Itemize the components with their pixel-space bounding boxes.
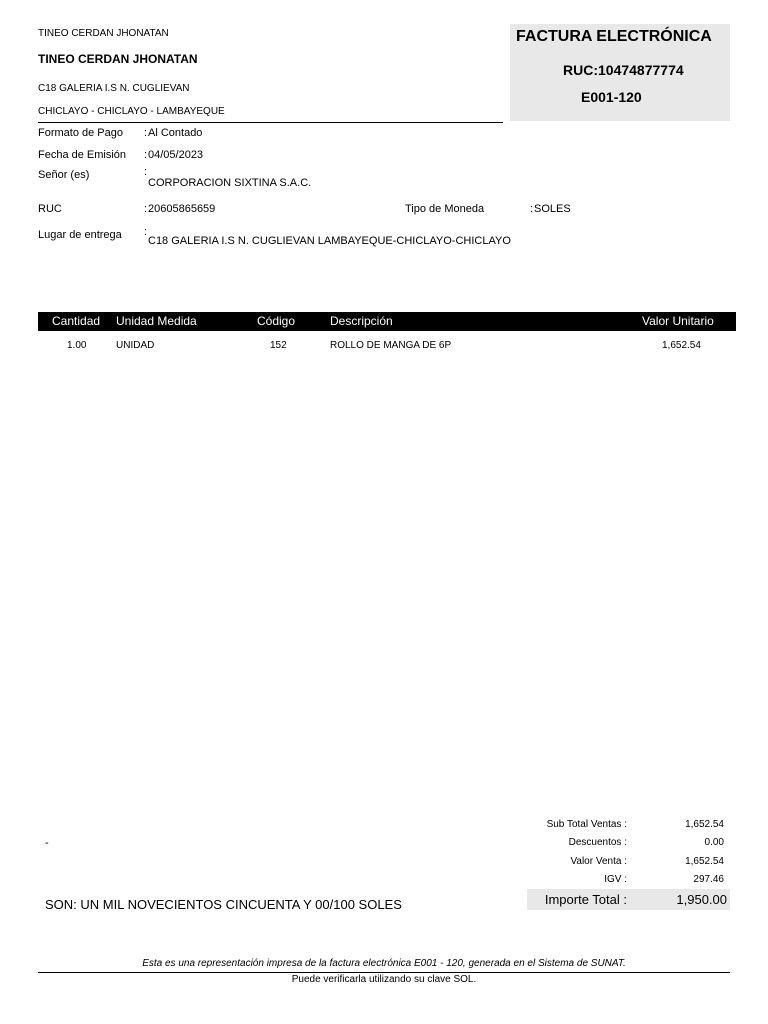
date-sep: : — [144, 149, 148, 161]
cell-code: 152 — [270, 340, 287, 351]
header-unit: Unidad Medida — [116, 314, 197, 328]
header-quantity: Cantidad — [52, 314, 101, 328]
payment-label: Formato de Pago — [38, 127, 123, 139]
delivery-label: Lugar de entrega — [38, 229, 122, 241]
footer-note: Esta es una representación impresa de la factura electrónica E001 - 120, generada en el Sistema de SUNAT. — [142, 958, 626, 969]
customer-sep: : — [144, 166, 148, 178]
currency-label: Tipo de Moneda — [405, 203, 485, 215]
ruc-sep: : — [144, 203, 148, 215]
invoice-ruc: RUC:10474877774 — [563, 62, 684, 78]
emitter-name-small: TINEO CERDAN JHONATAN — [38, 28, 169, 39]
subtotal-label: Sub Total Ventas : — [546, 819, 627, 830]
date-label: Fecha de Emisión — [38, 149, 127, 161]
emitter-location: CHICLAYO - CHICLAYO - LAMBAYEQUE — [38, 106, 225, 117]
date-value: 04/05/2023 — [148, 149, 204, 161]
customer-value: CORPORACION SIXTINA S.A.C. — [148, 177, 312, 189]
header-description: Descripción — [330, 314, 393, 328]
currency-sep: : — [530, 203, 534, 215]
header-divider — [38, 122, 503, 123]
footer-divider — [38, 972, 730, 973]
payment-value: Al Contado — [148, 127, 203, 139]
amount-in-words: SON: UN MIL NOVECIENTOS CINCUENTA Y 00/100 SOLES — [45, 897, 402, 912]
discount-label: Descuentos : — [568, 837, 627, 848]
total-label: Importe Total : — [544, 892, 627, 907]
sale-label: Valor Venta : — [570, 856, 627, 867]
invoice-title: FACTURA ELECTRÓNICA — [516, 28, 712, 45]
payment-sep: : — [144, 127, 148, 139]
igv-value: 297.46 — [693, 874, 724, 885]
ruc-label: RUC — [38, 203, 62, 215]
igv-label: IGV : — [604, 874, 627, 885]
subtotal-value: 1,652.54 — [685, 819, 724, 830]
emitter-address: C18 GALERIA I.S N. CUGLIEVAN — [38, 83, 190, 94]
ruc-value: 20605865659 — [148, 203, 216, 215]
delivery-sep: : — [144, 226, 148, 238]
cell-quantity: 1.00 — [67, 340, 87, 351]
cell-unit-value: 1,652.54 — [662, 340, 701, 351]
footer-verify: Puede verificarla utilizando su clave SOL. — [291, 974, 477, 985]
currency-value: SOLES — [534, 203, 571, 215]
sale-value: 1,652.54 — [685, 856, 724, 867]
notes-dash: - — [45, 837, 49, 849]
header-unit-value: Valor Unitario — [642, 314, 714, 328]
delivery-value: C18 GALERIA I.S N. CUGLIEVAN LAMBAYEQUE-CHICLAYO-CHICLAYO — [148, 235, 511, 247]
invoice-number: E001-120 — [581, 89, 642, 105]
cell-unit: UNIDAD — [116, 340, 155, 351]
header-code: Código — [257, 314, 296, 328]
customer-label: Señor (es) — [38, 169, 90, 181]
total-value: 1,950.00 — [676, 892, 727, 907]
cell-description: ROLLO DE MANGA DE 6P — [330, 340, 452, 351]
emitter-name: TINEO CERDAN JHONATAN — [38, 52, 198, 66]
discount-value: 0.00 — [704, 837, 724, 848]
